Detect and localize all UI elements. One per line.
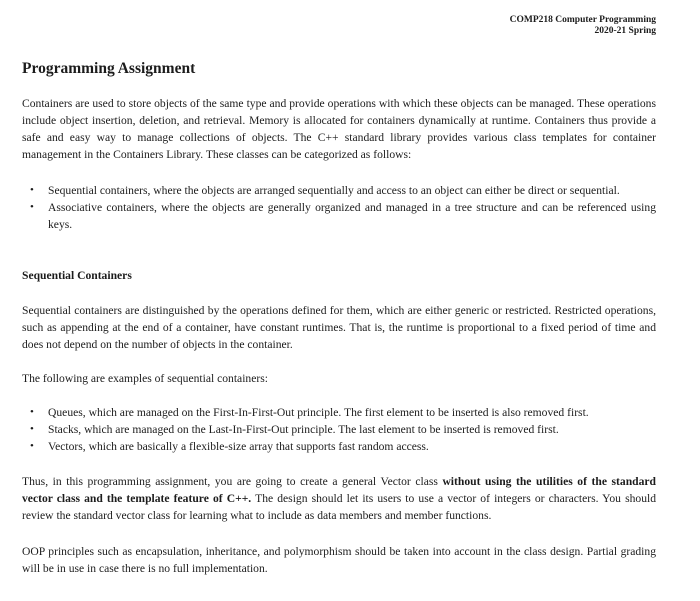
intro-paragraph: Containers are used to store objects of the same type and provide operations with which these objects can be managed. These operations include object insertion, deletion, and retrieval. Memory is allocated for containers dynamically at runtime. Containers thus provide a safe and easy way to manage collections of objects. The C++ standard library provides various class templates for container management in the Containers Library. These classes can be categorized as follows: (22, 97, 656, 161)
task-text-end: The design should let its users to use a vector of integers or characters. You should review the standard vector class for learning what to include as data members and member functions. (22, 492, 657, 522)
list-item (22, 182, 656, 199)
course-name: COMP218 Computer Programming (509, 15, 656, 25)
list-item-text: Sequential containers, where the objects are arranged sequentially and access to an object can either be direct or sequential. (48, 184, 620, 197)
bullet-icon: • (30, 423, 34, 435)
course-header (510, 15, 656, 37)
bullet-icon: • (30, 201, 34, 213)
list-item (22, 421, 656, 438)
course-term: 2020-21 Spring (594, 26, 656, 36)
list-item (22, 438, 656, 455)
section-heading: Sequential Containers (22, 269, 132, 282)
task-paragraph (22, 473, 656, 524)
task-emphasis: without using the utilities of the standard vector class and the template feature of C++. (22, 475, 656, 505)
examples-intro: The following are examples of sequential containers: (22, 372, 268, 385)
list-item (22, 199, 656, 233)
list-item-text: Associative containers, where the objects are generally organized and managed in a tree structure and can be referenced using keys. (48, 201, 656, 231)
bullet-icon: • (30, 440, 34, 452)
list-item-text: Stacks, which are managed on the Last-In-First-Out principle. The last element to be inserted is removed first. (48, 423, 559, 436)
list-item (22, 404, 656, 421)
container-types-list (22, 182, 656, 233)
task-text-start: Thus, in this programming assignment, you are going to create a general Vector class (22, 475, 443, 488)
sequential-paragraph: Sequential containers are distinguished by the operations defined for them, which are either generic or restricted. Restricted operations, such as appending at the end of a container, have constant runtimes. That is, the runtime is proportional to a fixed period of time and does not depend on the number of objects in the container. (22, 304, 656, 351)
bullet-icon: • (30, 406, 34, 418)
oop-paragraph: OOP principles such as encapsulation, inheritance, and polymorphism should be taken into account in the class design. Partial grading will be in use in case there is no full implementation. (22, 545, 656, 575)
bullet-icon: • (30, 184, 34, 196)
examples-list (22, 404, 656, 455)
list-item-text: Vectors, which are basically a flexible-size array that supports fast random access. (48, 440, 429, 453)
page-title: Programming Assignment (22, 60, 196, 77)
list-item-text: Queues, which are managed on the First-In-First-Out principle. The first element to be inserted is also removed first. (48, 406, 589, 419)
